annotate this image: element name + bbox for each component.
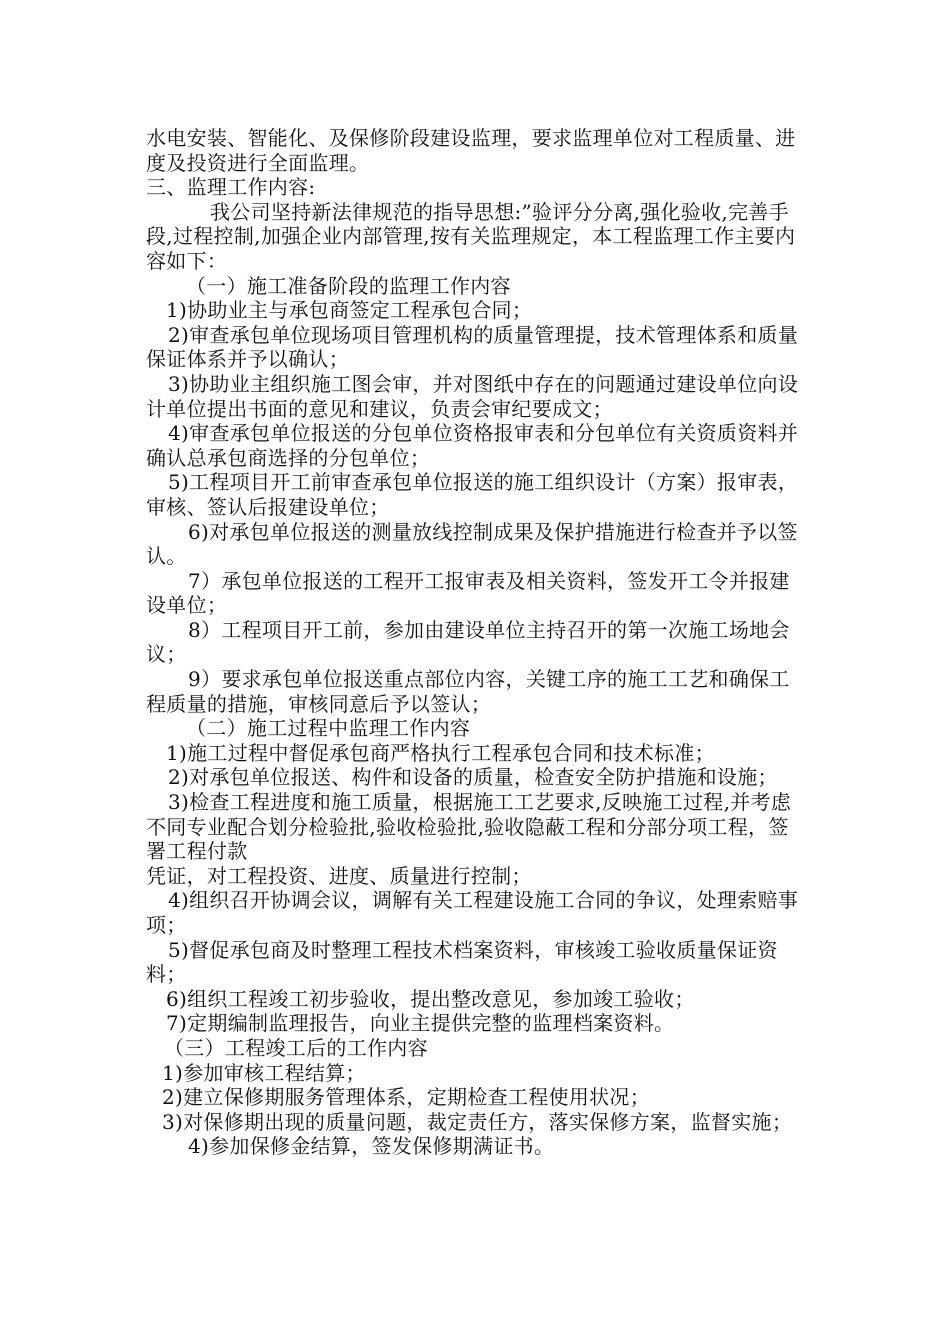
paragraph: 1)参加审核工程结算； (162, 1060, 366, 1085)
paragraph: 2)对承包单位报送、构件和设备的质量，检查安全防护措施和设施； (168, 765, 778, 790)
paragraph: 4)审查承包单位报送的分包单位资格报审表和分包单位有关资质资料并确认总承包商选择的分包单位； (146, 421, 799, 470)
paragraph: 5)督促承包商及时整理工程技术档案资料，审核竣工验收质量保证资料； (146, 937, 778, 987)
paragraph: 凭证，对工程投资、进度、质量进行控制； (146, 863, 532, 888)
paragraph: （二）施工过程中监理工作内容 (186, 716, 471, 741)
paragraph: 2)建立保修期服务管理体系，定期检查工程使用状况； (162, 1085, 651, 1110)
paragraph: 3)检查工程进度和施工质量，根据施工工艺要求,反映施工过程,并考虑不同专业配合划分检验批,验收检验批,验收隐蔽工程和分部分项工程，签署工程付款 (146, 790, 792, 864)
paragraph: （三）工程竣工后的工作内容 (164, 1035, 428, 1060)
paragraph: 我公司坚持新法律规范的指导思想:”验评分分离,强化验收,完善手段,过程控制,加强企业内部管理,按有关监理规定，本工程监理工作主要内容如下： (146, 199, 796, 273)
paragraph: 5)工程项目开工前审查承包单位报送的施工组织设计（方案）报审表，审核、签认后报建设单位； (146, 470, 799, 519)
paragraph: 4)组织召开协调会议，调解有关工程建设施工合同的争议，处理索赔事项； (146, 888, 799, 937)
paragraph: 6)对承包单位报送的测量放线控制成果及保护措施进行检查并予以签认。 (146, 519, 798, 569)
document-body (146, 126, 806, 1159)
paragraph: 3)协助业主组织施工图会审，并对图纸中存在的问题通过建设单位向设计单位提出书面的意见和建议，负责会审纪要成文； (146, 371, 799, 421)
paragraph: （一）施工准备阶段的监理工作内容 (186, 273, 511, 298)
paragraph: 水电安装、智能化、及保修阶段建设监理，要求监理单位对工程质量、进度及投资进行全面监理。 (146, 126, 796, 175)
paragraph: 1)施工过程中督促承包商严格执行工程承包合同和技术标准； (166, 740, 715, 765)
paragraph: 2)审查承包单位现场项目管理机构的质量管理提，技术管理体系和质量保证体系并予以确认； (146, 322, 799, 372)
paragraph: 6)组织工程竣工初步验收，提出整改意见，参加竣工验收； (166, 986, 695, 1011)
paragraph: 8）工程项目开工前，参加由建设单位主持召开的第一次施工场地会议； (146, 617, 790, 667)
paragraph: 3)对保修期出现的质量问题，裁定责任方，落实保修方案，监督实施； (162, 1109, 793, 1134)
paragraph: 1)协助业主与承包商签定工程承包合同； (166, 298, 533, 323)
paragraph: 4)参加保修金结算，签发保修期满证书。 (188, 1134, 555, 1159)
paragraph: 9）要求承包单位报送重点部位内容，关键工序的施工工艺和确保工程质量的措施，审核同意后予以签认； (146, 667, 790, 716)
paragraph: 7）承包单位报送的工程开工报审表及相关资料，签发开工令并报建设单位； (146, 568, 790, 618)
paragraph: 三、监理工作内容: (146, 175, 316, 200)
paragraph: 7)定期编制监理报告，向业主提供完整的监理档案资料。 (166, 1011, 675, 1036)
